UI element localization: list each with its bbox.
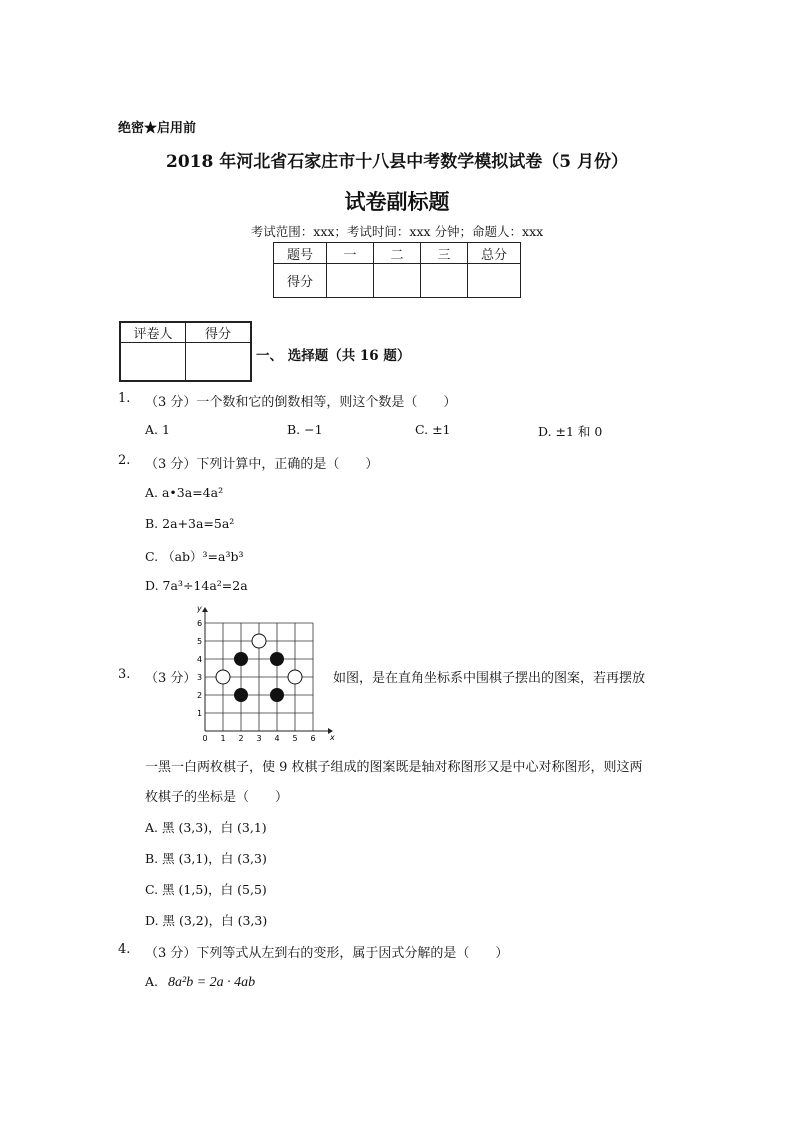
score-cell[interactable] bbox=[374, 264, 421, 298]
x-tick-label: 2 bbox=[238, 734, 244, 743]
white-stone bbox=[216, 670, 230, 684]
white-stone bbox=[288, 670, 302, 684]
confidential-label: 绝密★启用前 bbox=[118, 121, 197, 136]
score-header-number: 题号 bbox=[274, 243, 327, 264]
x-tick-label: 0 bbox=[202, 734, 208, 743]
question-2-option-d[interactable]: D. 7a³÷14a²=2a bbox=[145, 578, 248, 593]
y-tick-label: 2 bbox=[197, 691, 203, 700]
x-tick-label: 5 bbox=[292, 734, 298, 743]
question-1-option-c[interactable]: C. ±1 bbox=[415, 422, 451, 437]
score-header-3: 三 bbox=[421, 243, 468, 264]
question-3-text-line3: 枚棋子的坐标是（ ） bbox=[145, 790, 289, 805]
x-tick-label: 6 bbox=[310, 734, 316, 743]
black-stone bbox=[270, 652, 284, 666]
exam-info: 考试范围：xxx；考试时间：xxx 分钟；命题人：xxx bbox=[250, 224, 544, 239]
question-4-option-a-expression: 8a²b = 2a · 4ab bbox=[168, 975, 256, 990]
question-2-option-a[interactable]: A. a•3a=4a² bbox=[145, 485, 224, 500]
question-1-option-a[interactable]: A. 1 bbox=[145, 422, 170, 437]
question-3-text-line2: 一黑一白两枚棋子，使 9 枚棋子组成的图案既是轴对称图形又是中心对称图形，则这两 bbox=[145, 760, 643, 775]
question-2-option-b[interactable]: B. 2a+3a=5a² bbox=[145, 516, 235, 531]
question-4-option-a[interactable] bbox=[145, 974, 255, 991]
y-tick-label: 1 bbox=[197, 709, 203, 718]
y-tick-label: 4 bbox=[197, 655, 203, 664]
question-4-number: 4. bbox=[118, 942, 131, 957]
y-tick-label: 3 bbox=[197, 673, 203, 682]
question-1-option-d[interactable]: D. ±1 和 0 bbox=[538, 424, 603, 439]
x-axis-label: x bbox=[330, 733, 335, 742]
grader-score-header: 得分 bbox=[186, 322, 252, 343]
question-4-text: （3 分）下列等式从左到右的变形，属于因式分解的是（ ） bbox=[145, 946, 509, 961]
question-3-option-b[interactable]: B. 黑 (3,1)，白 (3,3) bbox=[145, 851, 267, 866]
score-cell[interactable] bbox=[327, 264, 374, 298]
question-3-score: （3 分） bbox=[145, 671, 197, 686]
y-tick-label: 5 bbox=[197, 637, 203, 646]
grader-cell[interactable] bbox=[186, 343, 252, 381]
grader-cell[interactable] bbox=[120, 343, 186, 381]
go-stones-coordinate-figure bbox=[192, 604, 336, 744]
y-tick-label: 6 bbox=[197, 619, 203, 628]
white-stone bbox=[252, 634, 266, 648]
exam-subtitle: 试卷副标题 bbox=[344, 189, 450, 214]
grader-table bbox=[119, 321, 252, 382]
score-header-1: 一 bbox=[327, 243, 374, 264]
question-3-option-d[interactable]: D. 黑 (3,2)，白 (3,3) bbox=[145, 913, 268, 928]
question-1-number: 1. bbox=[118, 391, 131, 406]
question-1-text: （3 分）一个数和它的倒数相等，则这个数是（ ） bbox=[145, 395, 457, 410]
exam-title: 2018 年河北省石家庄市十八县中考数学模拟试卷（5 月份） bbox=[166, 152, 628, 172]
score-cell[interactable] bbox=[421, 264, 468, 298]
question-3-option-a[interactable]: A. 黑 (3,3)，白 (3,1) bbox=[145, 820, 267, 835]
score-table bbox=[273, 242, 521, 298]
question-3-text-inline: 如图，是在直角坐标系中围棋子摆出的图案，若再摆放 bbox=[333, 671, 646, 686]
x-tick-label: 4 bbox=[274, 734, 280, 743]
black-stone bbox=[270, 688, 284, 702]
question-4-option-a-label: A. bbox=[145, 974, 159, 989]
score-header-total: 总分 bbox=[468, 243, 521, 264]
question-1-option-b[interactable]: B. −1 bbox=[287, 422, 323, 437]
black-stone bbox=[234, 688, 248, 702]
question-2-text: （3 分）下列计算中，正确的是（ ） bbox=[145, 457, 379, 472]
section-title: 一、 选择题（共 16 题） bbox=[256, 348, 411, 364]
question-3-option-c[interactable]: C. 黑 (1,5)，白 (5,5) bbox=[145, 882, 267, 897]
x-tick-label: 1 bbox=[220, 734, 226, 743]
score-row-label: 得分 bbox=[274, 264, 327, 298]
question-2-number: 2. bbox=[118, 453, 131, 468]
score-header-2: 二 bbox=[374, 243, 421, 264]
y-axis-label: y bbox=[197, 604, 202, 613]
x-tick-label: 3 bbox=[256, 734, 262, 743]
question-2-option-c[interactable]: C. （ab）³=a³b³ bbox=[145, 549, 244, 564]
score-cell[interactable] bbox=[468, 264, 521, 298]
question-3-number: 3. bbox=[118, 667, 131, 682]
black-stone bbox=[234, 652, 248, 666]
grader-header: 评卷人 bbox=[120, 322, 186, 343]
